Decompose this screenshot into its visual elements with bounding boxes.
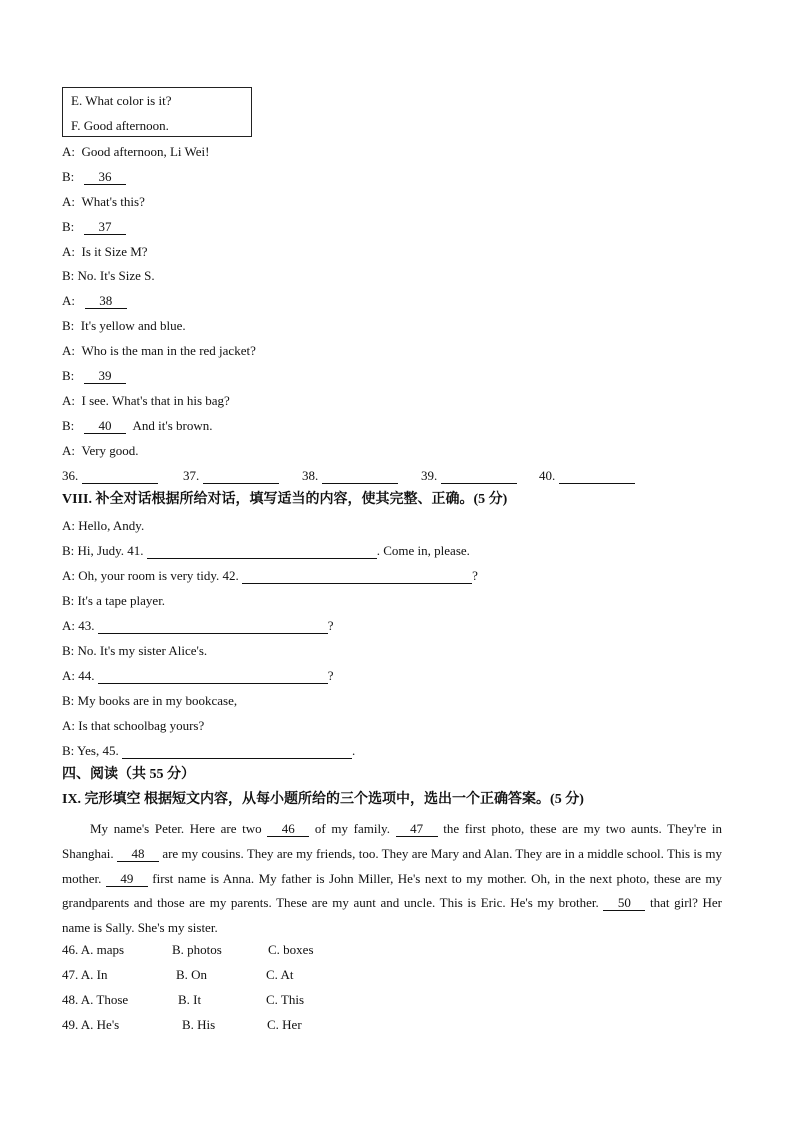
- option-f: F. Good afternoon.: [71, 118, 169, 133]
- option-48-b[interactable]: B. It: [178, 992, 202, 1007]
- answer-38[interactable]: 38.: [302, 468, 398, 484]
- options-box: [62, 87, 252, 137]
- dialogue-line: A: 44. ?: [62, 668, 334, 683]
- option-47-c[interactable]: C. At: [266, 967, 294, 982]
- dialogue-line: A: Good afternoon, Li Wei!: [62, 144, 210, 159]
- dialogue-line: B: No. It's Size S.: [62, 268, 155, 283]
- dialogue-line: B: 37: [62, 219, 126, 235]
- dialogue-line: B: Yes, 45. .: [62, 743, 356, 758]
- dialogue-line: B: 36: [62, 169, 126, 185]
- option-46-a[interactable]: 46. A. maps: [62, 942, 125, 957]
- blank-44[interactable]: [98, 669, 328, 684]
- dialogue-line: A: Hello, Andy.: [62, 518, 145, 533]
- dialogue-line: A: Who is the man in the red jacket?: [62, 343, 256, 358]
- answer-36[interactable]: 36.: [62, 468, 158, 484]
- option-48-c[interactable]: C. This: [266, 992, 305, 1007]
- dialogue-line: A: Very good.: [62, 443, 139, 458]
- dialogue-line: A: Is that schoolbag yours?: [62, 718, 205, 733]
- answer-37[interactable]: 37.: [183, 468, 279, 484]
- option-47-b[interactable]: B. On: [176, 967, 208, 982]
- answer-39[interactable]: 39.: [421, 468, 517, 484]
- option-46-c[interactable]: C. boxes: [268, 942, 314, 957]
- dialogue-line: B: 39: [62, 368, 126, 384]
- blank-36[interactable]: 36: [84, 170, 126, 185]
- blank-47[interactable]: 47: [396, 822, 438, 837]
- blank-48[interactable]: 48: [117, 847, 159, 862]
- dialogue-line: A: Is it Size M?: [62, 244, 148, 259]
- dialogue-line: B: 40 And it's brown.: [62, 418, 213, 433]
- dialogue-line: A: 38: [62, 293, 127, 309]
- dialogue-line: A: Oh, your room is very tidy. 42. ?: [62, 568, 478, 583]
- option-46-b[interactable]: B. photos: [172, 942, 222, 957]
- option-e: E. What color is it?: [71, 93, 172, 108]
- dialogue-line: B: Hi, Judy. 41. . Come in, please.: [62, 543, 470, 558]
- blank-49[interactable]: 49: [106, 872, 148, 887]
- blank-41[interactable]: [147, 544, 377, 559]
- blank-40[interactable]: 40: [84, 419, 126, 434]
- option-48-a[interactable]: 48. A. Those: [62, 992, 129, 1007]
- blank-50[interactable]: 50: [603, 896, 645, 911]
- dialogue-line: B: It's yellow and blue.: [62, 318, 186, 333]
- dialogue-line: A: 43. ?: [62, 618, 334, 633]
- section-4-heading: 四、阅读（共 55 分）: [62, 767, 195, 782]
- blank-42[interactable]: [242, 569, 472, 584]
- dialogue-line: B: It's a tape player.: [62, 593, 166, 608]
- option-49-b[interactable]: B. His: [182, 1017, 216, 1032]
- dialogue-line: A: What's this?: [62, 194, 145, 209]
- dialogue-line: B: No. It's my sister Alice's.: [62, 643, 208, 658]
- option-47-a[interactable]: 47. A. In: [62, 967, 108, 982]
- section-8-heading: VIII. 补全对话根据所给对话，填写适当的内容，使其完整、正确。(5 分): [62, 492, 508, 507]
- dialogue-line: A: I see. What's that in his bag?: [62, 393, 230, 408]
- dialogue-line: B: My books are in my bookcase,: [62, 693, 238, 708]
- blank-46[interactable]: 46: [267, 822, 309, 837]
- blank-37[interactable]: 37: [84, 220, 126, 235]
- section-9-heading: IX. 完形填空 根据短文内容，从每小题所给的三个选项中，选出一个正确答案。(5 分): [62, 792, 584, 807]
- option-49-c[interactable]: C. Her: [267, 1017, 302, 1032]
- cloze-passage: My name's Peter. Here are two 46 of my family. 47 the first photo, these are my two aunts. They're in Shanghai. 48 are my cousins. They are my friends, too. They are Mary and Alan. They are in a middle school. This is my mother. 49 first name is Anna. My father is John Miller, He's next to my mother. Oh, in the next photo, these are my grandparents and those are my parents. These are my aunt and uncle. This is Eric. He's my brother. 50 that girl? Her name is Sally. She's my sister.: [62, 821, 723, 936]
- blank-39[interactable]: 39: [84, 369, 126, 384]
- blank-38[interactable]: 38: [85, 294, 127, 309]
- blank-43[interactable]: [98, 619, 328, 634]
- option-49-a[interactable]: 49. A. He's: [62, 1017, 120, 1032]
- blank-45[interactable]: [122, 744, 352, 759]
- answer-40[interactable]: 40.: [539, 468, 635, 484]
